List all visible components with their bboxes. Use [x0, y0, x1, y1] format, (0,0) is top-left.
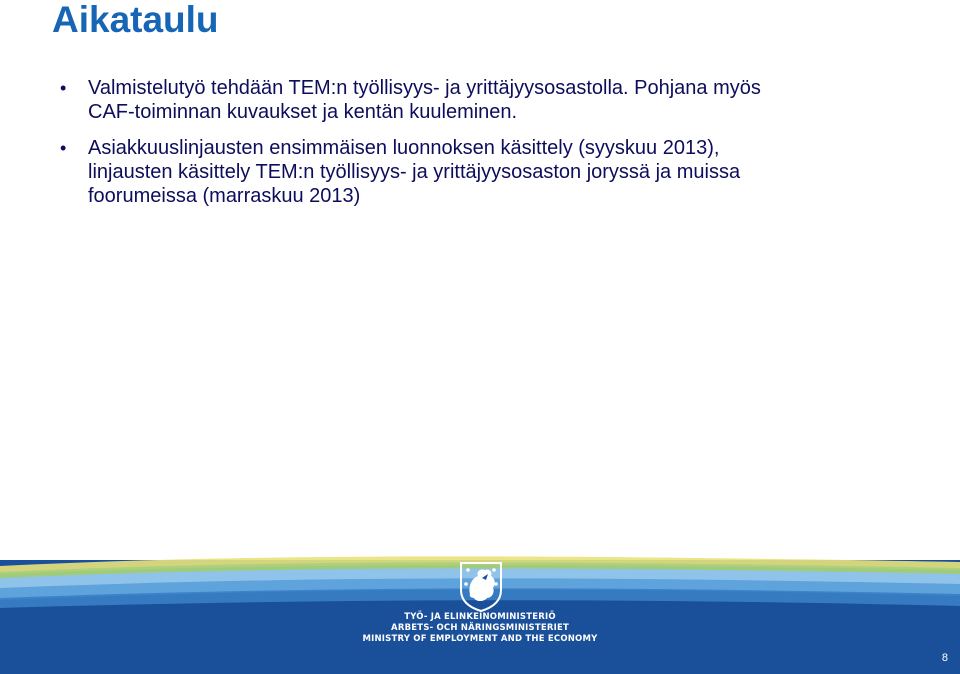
bullet-text-line: linjausten käsittely TEM:n työllisyys- ja yrittäjyysosaston joryssä ja muissa — [88, 161, 741, 183]
bullet-text-line: Valmistelutyö tehdään TEM:n työllisyys- ja yrittäjyysosastolla. Pohjana myös — [88, 77, 761, 99]
finnish-lion-coat-of-arms-icon — [458, 560, 504, 612]
bullet-text-line: CAF-toiminnan kuvaukset ja kentän kuuleminen. — [88, 101, 518, 123]
ministry-name-en: MINISTRY OF EMPLOYMENT AND THE ECONOMY — [362, 634, 598, 644]
page-number: 8 — [941, 652, 948, 664]
bullet-list — [56, 76, 936, 220]
bullet-mark: • — [60, 78, 67, 98]
bullet-item — [56, 136, 936, 208]
bullet-text-line: foorumeissa (marraskuu 2013) — [88, 185, 361, 207]
ministry-name-sv: ARBETS- OCH NÄRINGSMINISTERIET — [391, 623, 569, 633]
bullet-item — [56, 76, 936, 124]
slide-title: Aikataulu — [52, 0, 219, 40]
bullet-text-line: Asiakkuuslinjausten ensimmäisen luonnoksen käsittely (syyskuu 2013), — [88, 137, 720, 159]
ministry-name-fi: TYÖ- JA ELINKEINOMINISTERIÖ — [404, 612, 556, 622]
ministry-name — [330, 612, 630, 645]
bullet-mark: • — [60, 138, 67, 158]
